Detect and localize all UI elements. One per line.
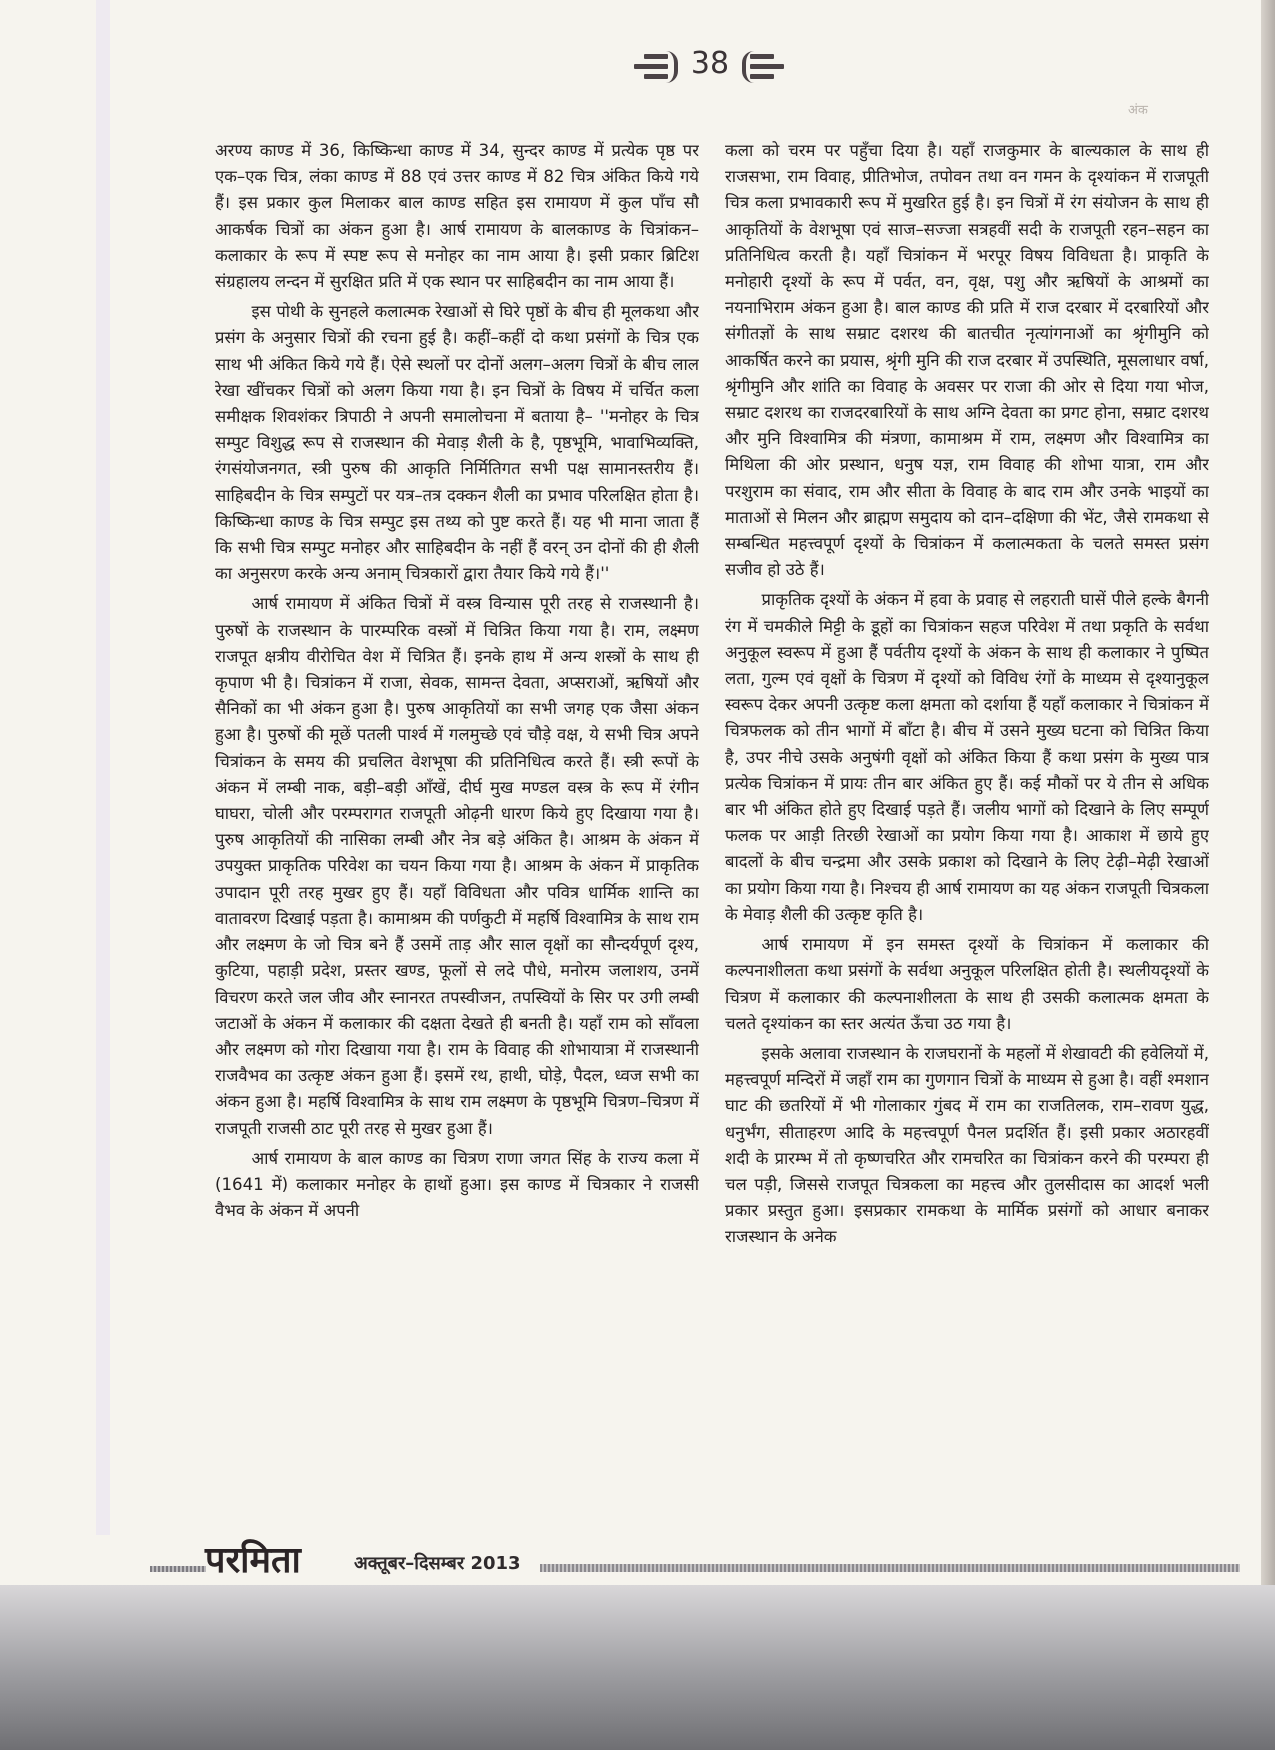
left-column [215, 138, 699, 1543]
paragraph: प्राकृतिक दृश्यों के अंकन में हवा के प्रवाह से लहराती घासें पीले हल्के बैगनी रंग में चमकीले मिट्टी के डूहों का चित्रांकन सहज परिवेश में तथा प्रकृति के सर्वथा अनुकूल स्वरूप में हुआ हैं पर्वतीय दृश्यों के अंकन के साथ ही कलाकार ने पुष्पित लता, गुल्म एवं वृक्षों के चित्रण में दृश्यों को विविध रंगों के माध्यम से दृश्यानुकूल स्वरूप देकर अपनी उत्कृष्ट कला क्षमता को दर्शाया हैं यहाँ कलाकार ने चित्रांकन में चित्रफलक को तीन भागों में बाँटा है। बीच में उसने मुख्य घटना को चित्रित किया है, उपर नीचे उसके अनुषंगी वृक्षों को अंकित किया हैं कथा प्रसंग के मुख्य पात्र प्रत्येक चित्रांकन में प्रायः तीन बार अंकित हुए हैं। कई मौकों पर ये तीन से अधिक बार भी अंकित होते हुए दिखाई पड़ते हैं। जलीय भागों को दिखाने के लिए सम्पूर्ण फलक पर आड़ी तिरछी रेखाओं का प्रयोग किया गया है। आकाश में छाये हुए बादलों के बीच चन्द्रमा और उसके प्रकाश को दिखाने के लिए टेढ़ी–मेढ़ी रेखाओं का प्रयोग किया गया है। निश्चय ही आर्ष रामायण का यह अंकन राजपूती चित्रकला के मेवाड़ शैली की उत्कृष्ट कृति है। [725, 590, 1209, 924]
paragraph: आर्ष रामायण में इन समस्त दृश्यों के चित्रांकन में कलाकार की कल्पनाशीलता कथा प्रसंगों के सर्वथा अनुकूल परिलक्षित होती है। स्थलीयदृश्यों के चित्रण में कलाकार की कल्पनाशीलता के साथ ही उसकी कलात्मक क्षमता के चलते दृश्यांकन का स्तर अत्यंत ऊँचा उठ गया है। [725, 935, 1209, 1033]
right-column [725, 138, 1209, 1543]
paragraph: आर्ष रामायण के बाल काण्ड का चित्रण राणा जगत सिंह के राज्य कला में (1641 में) कलाकार मनोहर के हाथों हुआ। इस काण्ड में चित्रकार ने राजसी वैभव के अंकन में अपनी [215, 1148, 699, 1221]
paragraph: कला को चरम पर पहुँचा दिया है। यहाँ राजकुमार के बाल्यकाल के साथ ही राजसभा, राम विवाह, प्रीतिभोज, तपोवन तथा वन गमन के दृश्यांकन में राजपूती चित्र कला प्रभावकारी रूप में मुखरित हुई है। इन चित्रों में रंग संयोजन के साथ ही आकृतियों के वेशभूषा एवं साज–सज्जा सत्रहवीं सदी के राजपूती रहन–सहन का प्रतिनिधित्व करती है। यहाँ चित्रांकन में भरपूर विषय विविधता है। प्राकृति के मनोहारी दृश्यों के रूप में पर्वत, वन, वृक्ष, पशु और ऋषियों के आश्रमों का नयनाभिराम अंकन हुआ है। बाल काण्ड की प्रति में राज दरबार में दरबारियों और संगीतज्ञों के साथ सम्राट दशरथ की बातचीत नृत्यांगनाओं का श्रृंगीमुनि को आकर्षित करने का प्रयास, श्रृंगी मुनि की राज दरबार में उपस्थिति, मूसलाधार वर्षा, श्रृंगीमुनि और शांति का विवाह के अवसर पर राजा की ओर से दिया गया भोज, सम्राट दशरथ का राजदरबारियों के साथ अग्नि देवता का प्रगट होना, सम्राट दशरथ और मुनि विश्वामित्र की मंत्रणा, कामाश्रम में राम, लक्ष्मण और विश्वामित्र का मिथिला की ओर प्रस्थान, धनुष यज्ञ, राम विवाह की शोभा यात्रा, राम और परशुराम का संवाद, राम और सीता के विवाह के बाद राम और उनके भाइयों का माताओं से मिलन और ब्राह्मण समुदाय को दान–दक्षिणा की भेंट, जैसे रामकथा से सम्बन्धित महत्त्वपूर्ण दृश्यों के चित्रांकन में कलात्मकता के चलते समस्त प्रसंग सजीव हो उठे हैं। [725, 141, 1209, 580]
paragraph: अरण्य काण्ड में 36, किष्किन्धा काण्ड में 34, सुन्दर काण्ड में प्रत्येक पृष्ठ पर एक–एक चित्र, लंका काण्ड में 88 एवं उत्तर काण्ड में 82 चित्र अंकित किये गये हैं। इस प्रकार कुल मिलाकर बाल काण्ड सहित इस रामायण में कुल पाँच सौ आकर्षक चित्रों का अंकन हुआ है। आर्ष रामायण के बालकाण्ड के चित्रांकन–कलाकार के रूप में स्पष्ट रूप से मनोहर का नाम आया है। इसी प्रकार ब्रिटिश संग्रहालय लन्दन में सुरक्षित प्रति में एक स्थान पर साहिबदीन का नाम आया हैं। [215, 141, 699, 292]
paragraph: इसके अलावा राजस्थान के राजघरानों के महलों में शेखावटी की हवेलियों में, महत्त्वपूर्ण मन्दिरों में जहाँ राम का गुणगान चित्रों के माध्यम से हुआ है। वहीं श्मशान घाट की छतरियों में भी गोलाकार गुंबद में राम का राजतिलक, राम–रावण युद्ध, धनुर्भंग, सीताहरण आदि के महत्त्वपूर्ण पैनल प्रदर्शित हैं। इसी प्रकार अठारहवीं शदी के प्रारम्भ में तो कृष्णचरित और रामचरित का चित्रांकन करने की परम्परा ही चल पड़ी, जिससे राजपूत चित्रकला का महत्त्व और तुलसीदास का आदर्श भली प्रकार प्रस्तुत हुआ। इसप्रकार रामकथा के मार्मिक प्रसंगों को आधार बनाकर राजस्थान के अनेक [725, 1043, 1209, 1247]
header-ornament-right [742, 46, 792, 86]
right-page-edge [1261, 0, 1275, 1750]
issue-date: अक्तूबर–दिसम्बर 2013 [354, 1553, 521, 1574]
footer-rule-right [540, 1564, 1240, 1572]
page-header [620, 44, 800, 84]
paragraph: आर्ष रामायण में अंकित चित्रों में वस्त्र विन्यास पूरी तरह से राजस्थानी है। पुरुषों के राजस्थान के पारम्परिक वस्त्रों में चित्रित किया गया है। राम, लक्ष्मण राजपूत क्षत्रीय वीरोचित वेश में चित्रित हैं। इनके हाथ में अन्य शस्त्रों के साथ ही कृपाण भी है। चित्रांकन में राजा, सेवक, सामन्त देवता, अप्सराओं, ऋषियों और सैनिकों का भी अंकन हुआ है। पुरुष आकृतियों का सभी जगह एक जैसा अंकन हुआ है। पुरुषों की मूछें पतली पार्श्व में गलमुच्छे एवं चौड़े वक्ष, ये सभी चित्र अपने चित्रांकन के समय की प्रचलित वेशभूषा की प्रतिनिधित्व करते हैं। स्त्री रूपों के अंकन में लम्बी नाक, बड़ी–बड़ी आँखें, दीर्घ मुख मण्डल वस्त्र के रूप में रंगीन घाघरा, चोली और परम्परागत राजपूती ओढ़नी धारण किये हुए दिखाया गया है। पुरुष आकृतियों की नासिका लम्बी और नेत्र बड़े अंकित है। आश्रम के अंकन में उपयुक्त प्राकृतिक परिवेश का चयन किया गया है। आश्रम के अंकन में प्राकृतिक उपादान पूरी तरह मुखर हुए हैं। यहाँ विविधता और पवित्र धार्मिक शान्ति का वातावरण दिखाई पड़ता है। कामाश्रम की पर्णकुटी में महर्षि विश्वामित्र के साथ राम और लक्ष्मण के जो चित्र बने हैं उसमें ताड़ और साल वृक्षों का सौन्दर्यपूर्ण दृश्य, कुटिया, पहाड़ी प्रदेश, प्रस्तर खण्ड, फूलों से लदे पौधे, मनोरम जलाशय, उनमें विचरण करते जल जीव और स्नानरत तपस्वीजन, तपस्वियों के सिर पर उगी लम्बी जटाओं के अंकन में कलाकार की दक्षता देखते ही बनती है। यहाँ राम को साँवला और लक्ष्मण को गोरा दिखाया गया है। राम के विवाह की शोभायात्रा में राजस्थानी राजवैभव का उत्कृष्ट अंकन हुआ हैं। इसमें रथ, हाथी, घोड़े, पैदल, ध्वज सभी का अंकन हुआ है। महर्षि विश्वामित्र के साथ राम लक्ष्मण के पृष्ठभूमि चित्रण–चित्रण में राजपूती राजसी ठाट पूरी तरह से मुखर हुआ हैं। [215, 594, 699, 1138]
header-ornament-left [630, 46, 680, 86]
page-number: 38 [690, 46, 730, 81]
magazine-logo: परमिता [205, 1540, 301, 1581]
footer-rule-left [150, 1566, 206, 1572]
scan-shadow [0, 1585, 1275, 1750]
side-mark: अंक [1128, 103, 1148, 118]
left-page-edge [96, 0, 110, 1535]
paragraph: इस पोथी के सुनहले कलात्मक रेखाओं से घिरे पृष्ठों के बीच ही मूलकथा और प्रसंग के अनुसार चित्रों की रचना हुई है। कहीं–कहीं दो कथा प्रसंगों के चित्र एक साथ भी अंकित किये गये हैं। ऐसे स्थलों पर दोनों अलग–अलग चित्रों के बीच लाल रेखा खींचकर चित्रों को अलग किया गया है। इन चित्रों के विषय में चर्चित कला समीक्षक शिवशंकर त्रिपाठी ने अपनी समालोचना में बताया है– ''मनोहर के चित्र सम्पुट विशुद्ध रूप से राजस्थान की मेवाड़ शैली के है, पृष्ठभूमि, भावाभिव्यक्ति, रंगसंयोजनगत, स्त्री पुरुष की आकृति निर्मितिगत सभी पक्ष सामानस्तरीय हैं। साहिबदीन के चित्र सम्पुटों पर यत्र–तत्र दक्कन शैली का प्रभाव परिलक्षित होता है। किष्किन्धा काण्ड के चित्र सम्पुट इस तथ्य को पुष्ट करते हैं। यह भी माना जाता हैं कि सभी चित्र सम्पुट मनोहर और साहिबदीन के नहीं हैं वरन् उन दोनों की ही शैली का अनुसरण करके अन्य अनाम् चित्रकारों द्वारा तैयार किये गये हैं।'' [215, 302, 699, 584]
